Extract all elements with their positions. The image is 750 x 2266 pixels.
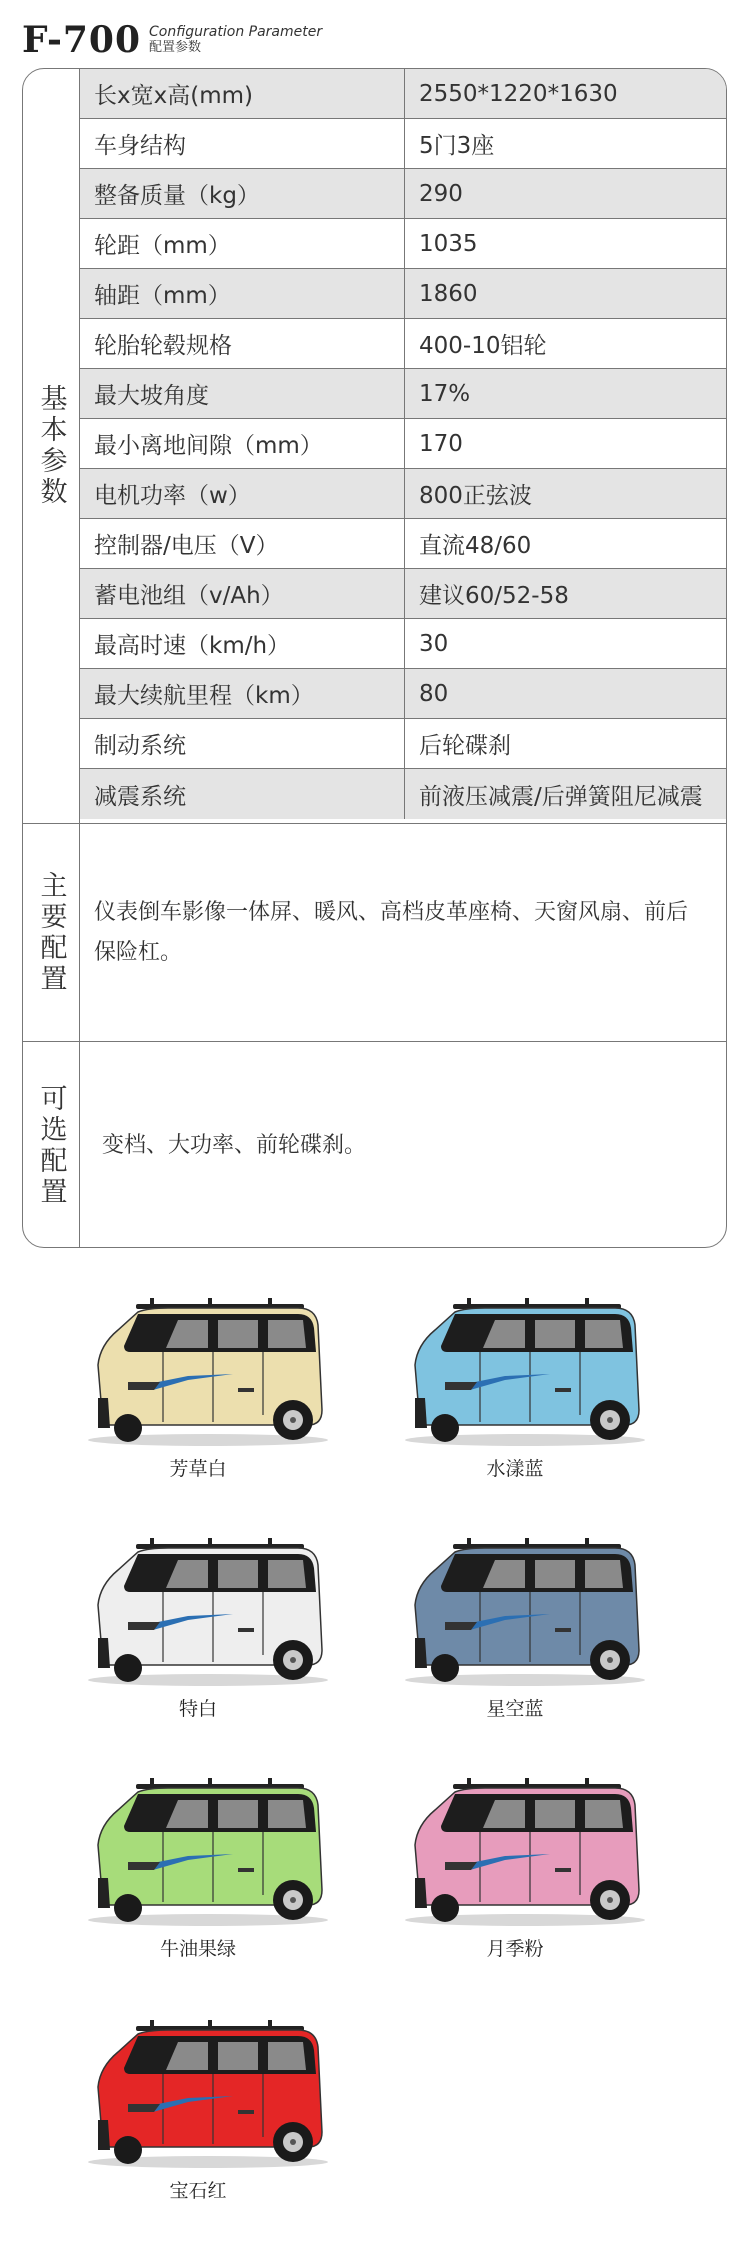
vehicle-image [375, 1290, 655, 1450]
vehicle-image [58, 1770, 338, 1930]
spec-row [80, 119, 726, 169]
spec-name: 蓄电池组（v/Ah） [80, 569, 405, 618]
color-name: 牛油果绿 [159, 1938, 236, 1960]
main-config-text: 仪表倒车影像一体屏、暖风、高档皮革座椅、天窗风扇、前后保险杠。 [94, 899, 689, 965]
spec-row [80, 69, 726, 119]
spec-name: 长x宽x高(mm) [80, 69, 405, 118]
vehicle-image [58, 1290, 338, 1450]
spec-name: 最大坡角度 [80, 369, 405, 418]
color-name: 月季粉 [486, 1938, 544, 1960]
spec-value: 17% [419, 380, 471, 407]
color-option [58, 1290, 338, 1490]
spec-name: 整备质量（kg） [80, 169, 405, 218]
spec-row [80, 219, 726, 269]
spec-table [22, 68, 727, 1248]
section-label-main: 主要配置 [23, 824, 80, 1041]
spec-value: 后轮碟刹 [419, 733, 511, 759]
color-option [58, 1530, 338, 1730]
vehicle-image [58, 2012, 338, 2172]
optional-config-section [23, 1041, 726, 1248]
subtitle-en: Configuration Parameter [149, 24, 323, 40]
header-subtitle [149, 24, 322, 56]
spec-name: 轮距（mm） [80, 219, 405, 268]
color-name: 芳草白 [169, 1458, 227, 1480]
spec-name: 最大续航里程（km） [80, 669, 405, 718]
spec-value: 1860 [419, 280, 478, 307]
spec-row [80, 669, 726, 719]
spec-row [80, 619, 726, 669]
optional-config-text: 变档、大功率、前轮碟刹。 [102, 1132, 367, 1158]
spec-value: 800正弦波 [419, 483, 532, 509]
spec-row [80, 569, 726, 619]
spec-value: 5门3座 [419, 133, 495, 159]
color-option [375, 1530, 655, 1730]
spec-name: 电机功率（w） [80, 469, 405, 518]
spec-row [80, 519, 726, 569]
vehicle-image [375, 1770, 655, 1930]
color-option [375, 1290, 655, 1490]
spec-name: 制动系统 [80, 719, 405, 768]
color-name: 水漾蓝 [486, 1458, 544, 1480]
color-option [58, 2012, 338, 2212]
spec-row [80, 369, 726, 419]
spec-row [80, 419, 726, 469]
spec-value: 170 [419, 430, 463, 457]
spec-name: 轴距（mm） [80, 269, 405, 318]
spec-value: 2550*1220*1630 [419, 80, 618, 107]
main-config-section [23, 823, 726, 1041]
spec-value: 400-10铝轮 [419, 333, 547, 359]
spec-value: 建议60/52-58 [419, 583, 569, 609]
spec-row [80, 269, 726, 319]
color-name: 特白 [178, 1698, 217, 1720]
spec-rows [80, 69, 726, 819]
spec-name: 轮胎轮毂规格 [80, 319, 405, 368]
color-option [58, 1770, 338, 1970]
spec-name: 减震系统 [80, 769, 405, 819]
spec-row [80, 319, 726, 369]
spec-value: 290 [419, 180, 463, 207]
spec-row [80, 719, 726, 769]
basic-params-section [23, 69, 726, 823]
page-header [22, 20, 322, 64]
spec-name: 控制器/电压（V） [80, 519, 405, 568]
spec-row [80, 169, 726, 219]
model-name: F-700 [22, 19, 142, 61]
color-name: 星空蓝 [486, 1698, 544, 1720]
spec-row [80, 469, 726, 519]
section-label-optional: 可选配置 [23, 1042, 80, 1248]
color-name: 宝石红 [169, 2180, 227, 2202]
spec-value: 80 [419, 680, 449, 707]
subtitle-zh: 配置参数 [149, 40, 202, 55]
spec-value: 前液压减震/后弹簧阻尼减震 [419, 783, 703, 810]
spec-value: 30 [419, 630, 449, 657]
spec-name: 车身结构 [80, 119, 405, 168]
color-option [375, 1770, 655, 1970]
vehicle-image [375, 1530, 655, 1690]
spec-row [80, 769, 726, 819]
spec-value: 直流48/60 [419, 533, 532, 559]
spec-value: 1035 [419, 230, 478, 257]
spec-name: 最高时速（km/h） [80, 619, 405, 668]
spec-name: 最小离地间隙（mm） [80, 419, 405, 468]
vehicle-image [58, 1530, 338, 1690]
section-label-basic: 基本参数 [23, 69, 80, 823]
